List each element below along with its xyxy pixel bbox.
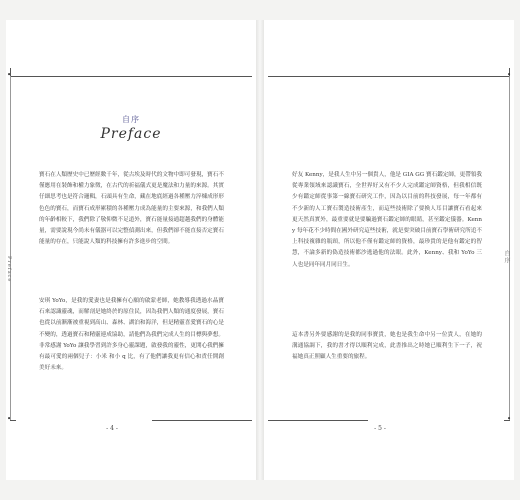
book-gutter (256, 20, 264, 480)
paragraph: 寶石在人類歷史中已歷經數千年，從古埃及時代的文物中即可發現，寶石不僅應用在裝飾和權力象徵，在古代的祈福儀式更是魔法和力量的來源。其實仔細思考也是符合邏輯，石頭具有生命，藏在地底經過各種壓力淬煉成形形色色的寶石，而寶石成形累積的各種壓力成為能量的主要來源，和我們人類的年齡相較下，我們除了敬仰微不足道外，寶石能量接通超越我們的身體能量，需要說現今尚未有儀器可以完整偵測出來，但我們卻不能直接否定寶石能量的存在，只能說人類的科技擁有許多進步的空間。 (39, 172, 224, 246)
running-head-side: Preface (6, 256, 12, 283)
corner-dot-icon: • (507, 71, 512, 79)
paragraph: 好友 Kenny，是我人生中另一個貴人，他是 GIA GG 寶石鑑定師，更帶領我從專業領域來認識寶石，全世界好又有不少人完成鑑定師資格，但我相信既少有鑑定師從事第一線寶石研究工作，因為以目前的科技發展，每一年都有不少新的人工寶石製造技術產生，而這些技術除了要換人耳目讓寶石看起來更天然真實外，最重要就是要騙過寶石鑑定師的眼睛，甚至鑑定儀器。Kenny 每年花不少時間在國外研究這些技術，就是要突破目前寶石學術研究所追不上科技複雜的瓶頸，所以他不僅有鑑定師的資格，最珍貴的是他有鑑定的智慧，不論多新的偽造技術都沙逃過他的法眼。此外，Kenny、我和 YoYo 三人也是同年同月同日生。 (292, 172, 482, 268)
top-rule (10, 76, 252, 77)
page-number: - 5 - (374, 425, 386, 432)
paragraph: 這本書另外要感謝的是我的同事寶貴，她也是我生命中另一位貴人，在她的溝通協調下，我的書才得以順利完成，此書推出之時她已順利生下一子，祝福她真正照顧人生重要的旅程。 (292, 332, 482, 361)
page-number: - 4 - (106, 425, 118, 432)
running-head-side: 自序 (503, 250, 510, 264)
bottom-rule-right (152, 420, 252, 421)
left-page (6, 20, 256, 480)
top-rule (268, 76, 510, 77)
chapter-title-en: Preface (100, 126, 162, 142)
corner-dot-icon: • (7, 71, 12, 79)
corner-dot-icon: • (507, 415, 512, 423)
right-margin-line (509, 76, 510, 420)
bottom-rule-left (268, 420, 368, 421)
right-page (264, 20, 514, 480)
paragraph: 安琪 YoYo，是我的愛妻也是我擁有心願的啟蒙老師，她教導我透過水晶寶石來認識靈魂，而解剖是她終於的原住民，因為我們人類的通度發展，寶石也從以前漸漸被重視到高山、森林、湖泊和海洋，但是精靈喜愛寶石的心是不變的，透過寶石和精靈連成協助，請他們為我們完成人生的目標與夢想。非常感謝 YoYo 讓我學習到許多身心靈課題，啟發我的靈性，更開心我們擁有最可愛的兩個兒子：小米 和小 q 比，有了他們讓我更有信心和責任開創美好未來。 (39, 298, 224, 372)
corner-dot-icon: • (7, 415, 12, 423)
chapter-title-zh: 自序 (122, 115, 140, 124)
